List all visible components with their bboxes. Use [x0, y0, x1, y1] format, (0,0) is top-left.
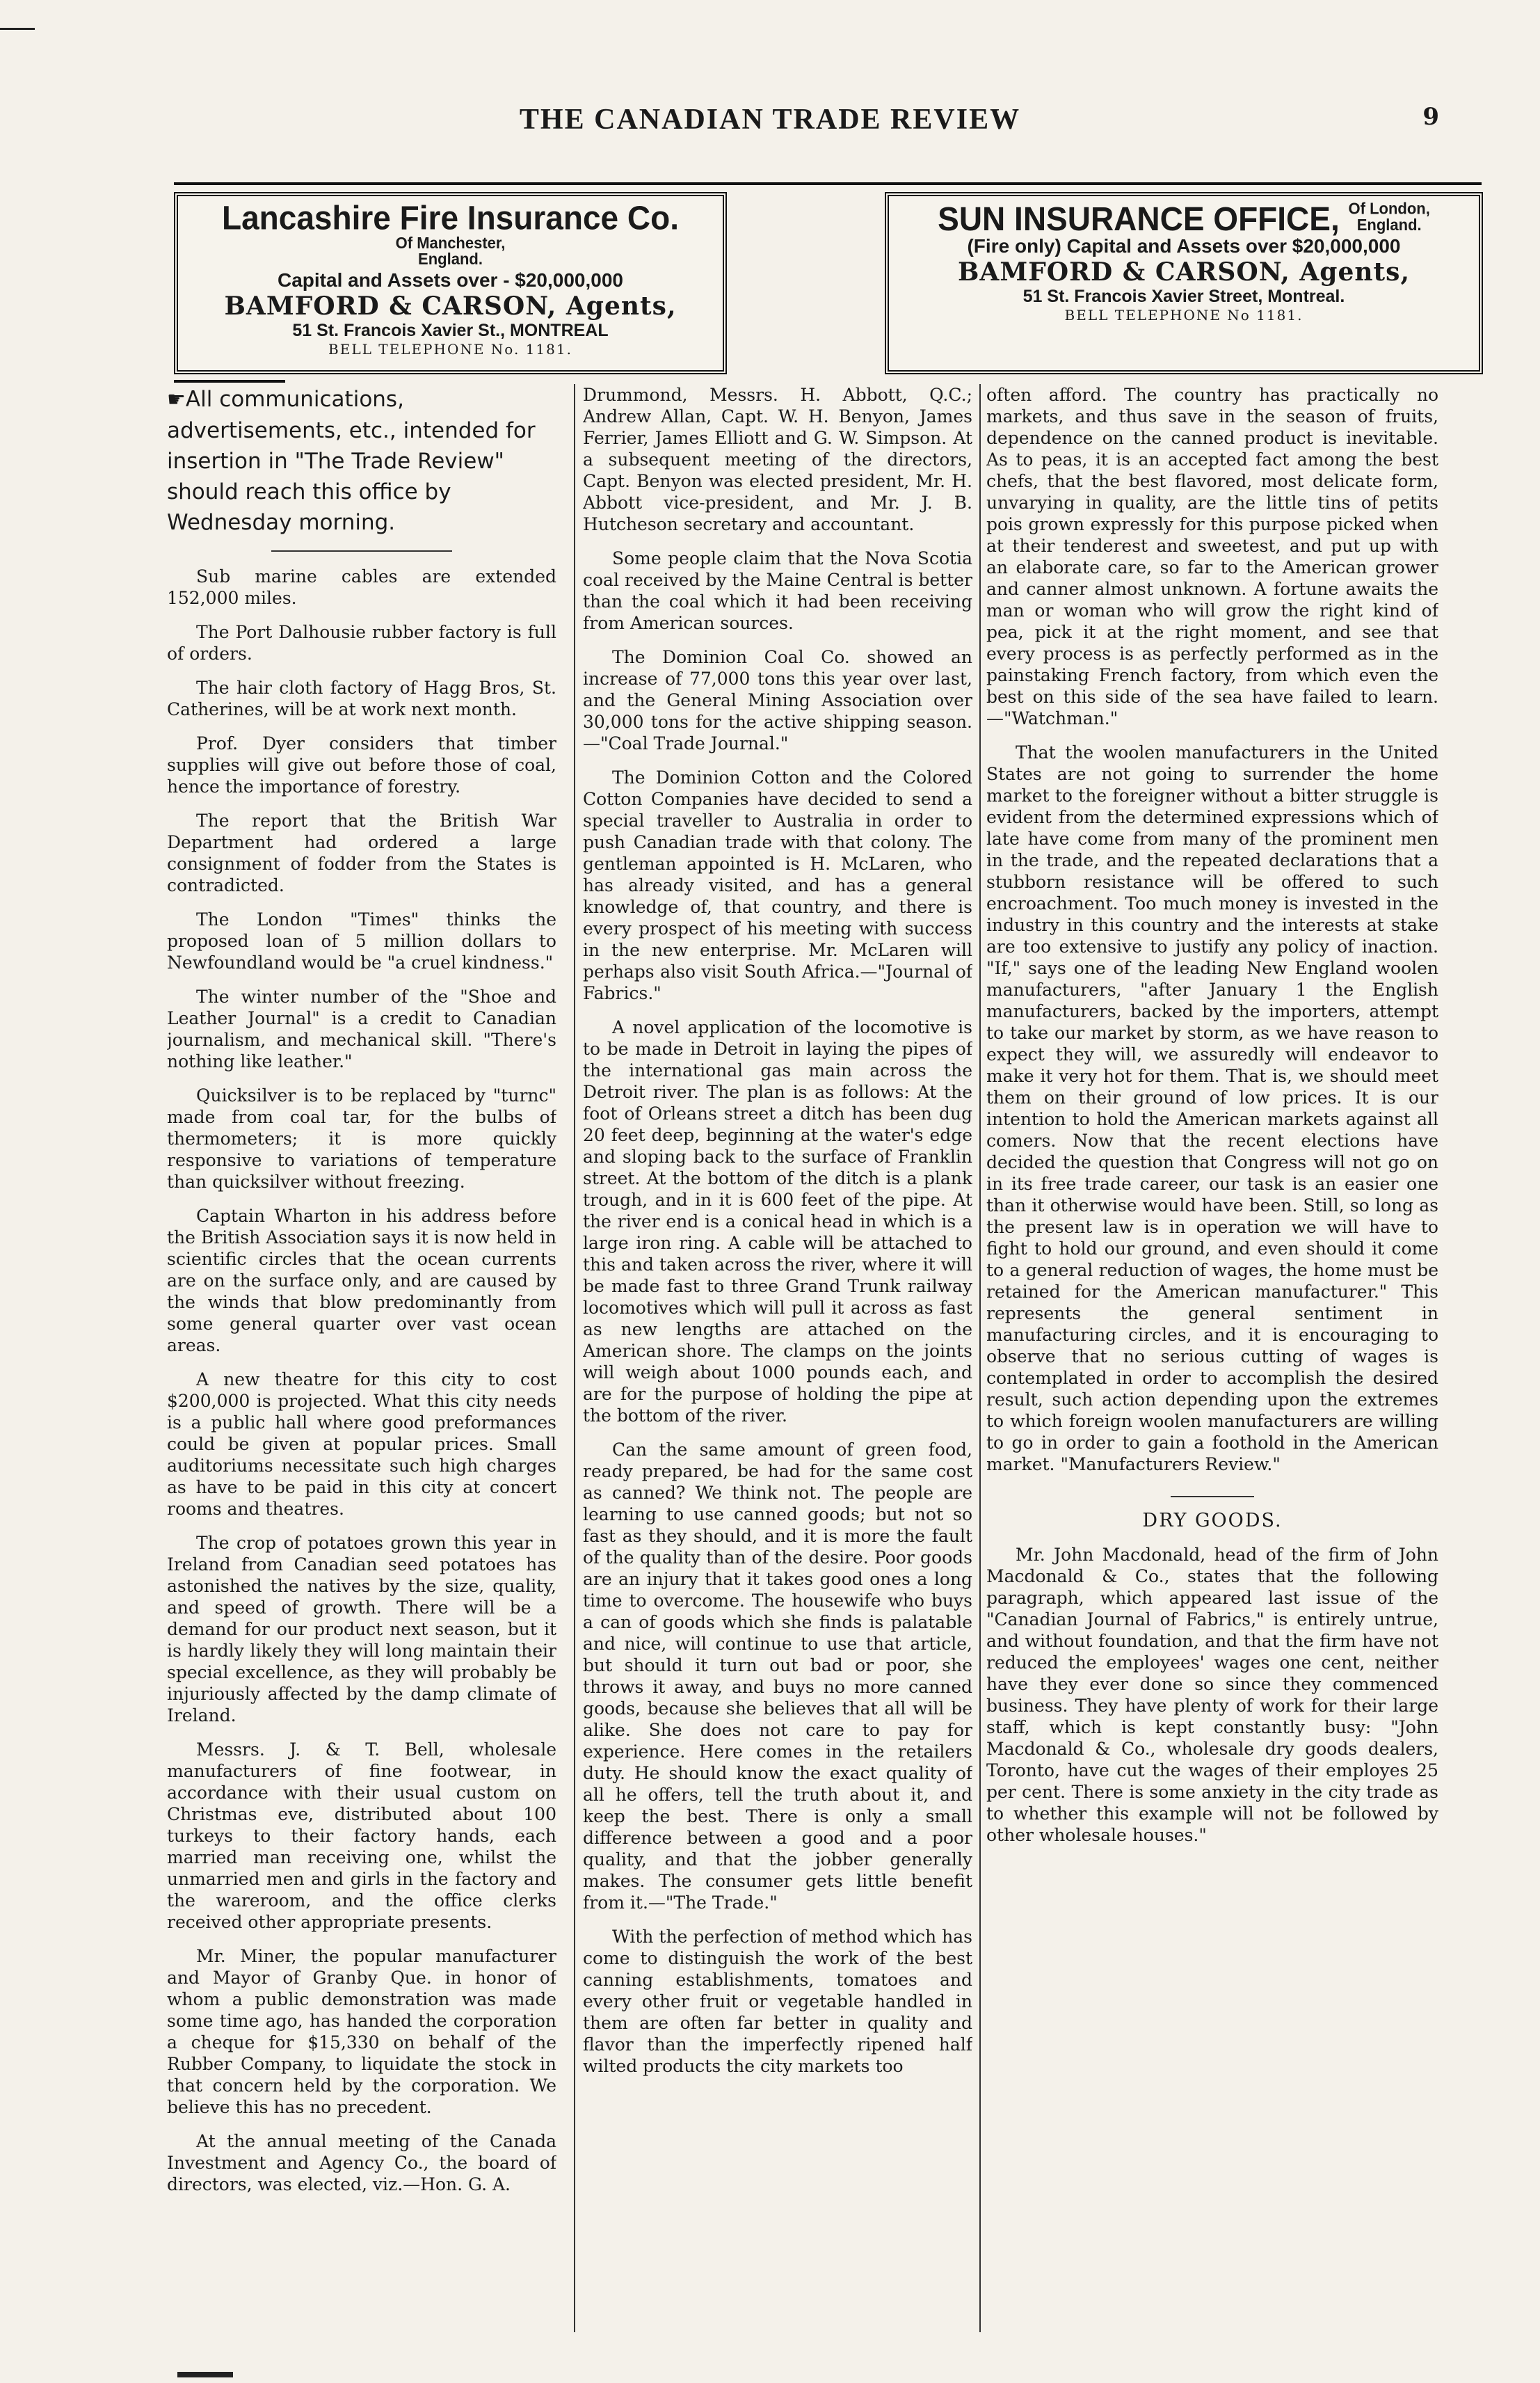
notice-divider: [271, 550, 452, 552]
header-rule: [174, 182, 1482, 185]
news-item: Some people claim that the Nova Scotia coal received by the Maine Central is better than the coal which it had been receiving from American sources.: [583, 548, 972, 633]
news-item: The winter number of the "Shoe and Leather Journal" is a credit to Canadian journalism, and mechanical skill. "There's nothing like leather.": [167, 987, 556, 1071]
ad-address: 51 St. Francois Xavier Street, Montreal.: [1022, 287, 1345, 307]
page-title: THE CANADIAN TRADE REVIEW: [519, 104, 1021, 136]
column-1: [167, 384, 556, 2332]
left-column-rule: [174, 380, 285, 383]
ad-telephone: BELL TELEPHONE No 1181.: [1064, 307, 1304, 324]
ad-capital: Capital and Assets over - $20,000,000: [278, 269, 623, 291]
news-item: The Port Dalhousie rubber factory is full of orders.: [167, 622, 556, 664]
submission-notice: ☛All communications, advertisements, etc., intended for insertion in "The Trade Review" should reach this office by Wednesday morning.: [167, 387, 536, 535]
news-item: Prof. Dyer considers that timber supplies will give out before those of coal, hence the importance of forestry.: [167, 733, 556, 797]
news-item: Captain Wharton in his address before the British Association says it is now held in scientific circles that the ocean currents are on the surface only, and are caused by the winds that blow predominantly from some general quarter over vast ocean areas.: [167, 1206, 556, 1355]
ad-sun-insurance: [885, 192, 1483, 374]
page-header: [0, 103, 1540, 152]
news-item: With the perfection of method which has come to distinguish the work of the best canning establishments, tomatoes and every other fruit or vegetable handled in them are often far better in quality and flavor than the imperfectly ripened half wilted products the city markets too: [583, 1927, 972, 2076]
news-item: At the annual meeting of the Canada Investment and Agency Co., the board of directors, was elected, viz.—Hon. G. A.: [167, 2131, 556, 2194]
news-item: Mr. John Macdonald, head of the firm of John Macdonald & Co., states that the following paragraph, which appeared last issue of the "Canadian Journal of Fabrics," is entirely untrue, and without foundation, and that the firm have not reduced the employees' wages one cent, neither have they ever done so since they commenced business. They have plenty of work for their large staff, which is kept constantly busy: "John Macdonald & Co., wholesale dry goods dealers, Toronto, have cut the wages of their employes 25 per cent. There is some anxiety in the city trade as to whether this example will not be followed by other wholesale houses.": [986, 1545, 1438, 1845]
news-item: Quicksilver is to be replaced by "turnc" made from coal tar, for the bulbs of thermometers; it is more quickly responsive to variations of temperature than quicksilver without freezing.: [167, 1085, 556, 1192]
news-item: That the woolen manufacturers in the United States are not going to surrender the home market to the foreigner without a bitter struggle is evident from the determined expressions which of late have come from many of the prominent men in the trade, and the repeated declarations that a stubborn resistance will be offered to such encroachment. Too much money is invested in the industry in this country and the interests at stake are too extensive to justify any policy of inaction. "If," says one of the leading New England woolen manufacturers, "after January 1 the English manufacturers, backed by the importers, attempt to take our market by storm, as we have reason to expect they will, we assuredly will endeavor to make it very hot for them. That is, we should meet them on their ground of low prices. It is our intention to hold the American markets against all comers. Now that the recent elections have decided the question that Congress will not go on in its free trade career, our task is an easier one than it otherwise would have been. Still, so long as the present law is in operation we will have to fight to hold our ground, and even should it come to a general reduction of wages, the home must be retained for the American manufacturer." This represents the general sentiment in manufacturing circles, and it is encouraging to observe that no serious cutting of wages is contemplated in order to accomplish the desired result, such action depending upon the extremes to which foreign woolen manufacturers are willing to go in order to gain a foothold in the American market. "Manufacturers Review.": [986, 742, 1438, 1474]
news-item: Can the same amount of green food, ready prepared, be had for the same cost as canned? We think not. The people are learning to use canned goods; but not so fast as they should, and it is more the fault of the quality than of the desire. Poor goods are an injury that it takes good ones a long time to overcome. The housewife who buys a can of goods which she finds is palatable and nice, will continue to use that article, but should it turn out bad or poor, she throws it away, and buys no more canned goods, because she believes that all will be alike. She does not care to pay for experience. Here comes in the retailers duty. He should know the exact quality of all he offers, tell the truth about it, and keep the best. There is only a small difference between a good and a poor quality, and that the jobber generally makes. The consumer gets little benefit from it.—"The Trade.": [583, 1440, 972, 1913]
column-divider: [979, 384, 981, 2332]
news-item: The Dominion Cotton and the Colored Cotton Companies have decided to send a special traveller to Australia in order to push Canadian trade with that colony. The gentleman appointed is H. McLaren, who has already visited, and has a general knowledge of, that country, and there is every prospect of his meeting with success in the new enterprise. Mr. McLaren will perhaps also visit South Africa.—"Journal of Fabrics.": [583, 767, 972, 1003]
ad-company-name: Lancashire Fire Insurance Co. Of Manchester, England.: [221, 198, 679, 269]
top-left-dash: [0, 28, 35, 30]
news-item: A novel application of the locomotive is to be made in Detroit in laying the pipes of the international gas main across the Detroit river. The plan is as follows: At the foot of Orleans street a ditch has been dug 20 feet deep, beginning at the water's edge and sloping back to the surface of Franklin street. At the bottom of the ditch is a plank trough, and in it is 600 feet of the pipe. At the river end is a conical head in which is a large iron ring. A cable will be attached to this and taken across the river, where it will be made fast to three Grand Trunk railway locomotives which will pull it across as fast as new lengths are attached on the American shore. The clamps on the joints will weigh about 1000 pounds each, and are for the purpose of holding the pipe at the bottom of the river.: [583, 1017, 972, 1426]
news-item: Messrs. J. & T. Bell, wholesale manufacturers of fine footwear, in accordance with their usual custom on Christmas eve, distributed about 100 turkeys to their factory hands, each married man receiving one, whilst the unmarried men and girls in the factory and the wareroom, and the office clerks received other appropriate presents.: [167, 1739, 556, 1932]
ad-company-name: SUN INSURANCE OFFICE, Of London, England.: [938, 199, 1430, 238]
pointing-hand-icon: ☛: [167, 388, 186, 412]
ad-agents: BAMFORD & CARSON, Agents,: [958, 257, 1410, 287]
news-item: Mr. Miner, the popular manufacturer and Mayor of Granby Que. in honor of whom a public demonstration was made some time ago, has handed the corporation a cheque for $15,330 on behalf of the Rubber Company, to liquidate the stock in that concern held by the corporation. We believe this has no precedent.: [167, 1946, 556, 2117]
news-item: The report that the British War Department had ordered a large consignment of fodder from the States is contradicted.: [167, 811, 556, 895]
column-divider: [574, 384, 575, 2332]
ad-lancashire-fire: [174, 192, 727, 374]
ad-capital: (Fire only) Capital and Assets over $20,000,000: [967, 235, 1401, 257]
ad-agents: BAMFORD & CARSON, Agents,: [224, 291, 677, 321]
ad-origin: Of Manchester, England.: [395, 234, 506, 269]
ad-address: 51 St. Francois Xavier St., MONTREAL: [292, 320, 609, 340]
news-item: The Dominion Coal Co. showed an increase of 77,000 tons this year over last, and the General Mining Association over 30,000 tons for the active shipping season. —"Coal Trade Journal.": [583, 647, 972, 754]
column-3: [986, 384, 1438, 2332]
footer-mark: [177, 2372, 233, 2377]
ad-origin: Of London, England.: [1348, 199, 1430, 234]
news-item: Sub marine cables are extended 152,000 miles.: [167, 566, 556, 608]
column-2: [583, 384, 972, 2332]
section-heading-dry-goods: DRY GOODS.: [1142, 1510, 1283, 1531]
ad-telephone: BELL TELEPHONE No. 1181.: [328, 340, 572, 358]
news-item: The crop of potatoes grown this year in Ireland from Canadian seed potatoes has astonished the natives by the size, quality, and speed of growth. There will be a demand for our product next season, but it is hardly likely they will long maintain their special excellence, as they will probably be injuriously affected by the damp climate of Ireland.: [167, 1533, 556, 1726]
news-item: A new theatre for this city to cost $200,000 is projected. What this city needs is a public hall where good preformances could be given at popular prices. Small auditoriums necessitate such high charges as have to be paid in this city at concert rooms and theatres.: [167, 1369, 556, 1519]
news-item: The hair cloth factory of Hagg Bros, St. Catherines, will be at work next month.: [167, 678, 556, 719]
page-number: 9: [1422, 103, 1439, 131]
news-item: The London "Times" thinks the proposed loan of 5 million dollars to Newfoundland would be "a cruel kindness.": [167, 909, 556, 973]
section-divider: [1171, 1496, 1254, 1497]
news-item: often afford. The country has practically no markets, and thus save in the season of fruits, dependence on the canned product is inevitable. As to peas, it is an accepted fact among the best chefs, that the best flavored, most delicate form, unvarying in quality, are the little tins of petits pois grown expressly for this purpose picked when at their tenderest and sweetest, and put up with an elaborate care, so far to the American grower and canner almost unknown. A fortune awaits the man or woman who will grow the right kind of pea, pick it at the right moment, and see that every process is as perfectly performed as in the painstaking French factory, from which even the best on this side of the sea have failed to learn.—"Watchman.": [986, 385, 1438, 728]
news-item: Drummond, Messrs. H. Abbott, Q.C.; Andrew Allan, Capt. W. H. Benyon, James Ferrier, James Elliott and G. W. Simpson. At a subsequent meeting of the directors, Capt. Benyon was elected president, Mr. H. Abbott vice-president, and Mr. J. B. Hutcheson secretary and accountant.: [583, 385, 972, 534]
